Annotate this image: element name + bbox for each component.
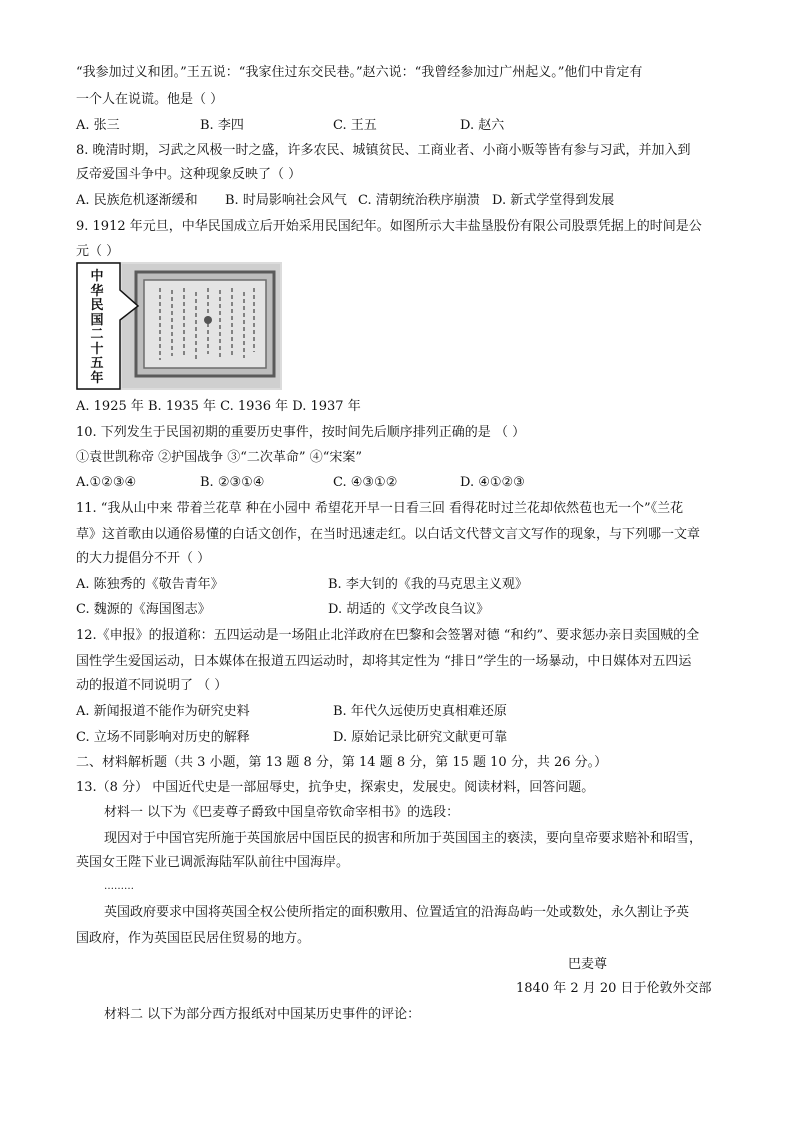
q12-option-d: D. 原始记录比研究文献更可靠 — [333, 730, 508, 745]
q12-option-a: A. 新闻报道不能作为研究史料 — [76, 704, 250, 719]
q8-line-1: 8. 晚清时期，习武之风极一时之盛，许多农民、城镇贫民、工商业者、小商小贩等皆有参与习武，并加入到 — [76, 143, 691, 158]
q8-option-d: D. 新式学堂得到发展 — [492, 193, 615, 208]
q12-option-c: C. 立场不同影响对历史的解释 — [76, 730, 250, 745]
q7-option-a: A. 张三 — [76, 118, 120, 133]
material-1-ellipsis: ……… — [104, 881, 134, 892]
q10-option-c: C. ④③①② — [333, 475, 398, 490]
q9-line-1: 9. 1912 年元旦，中华民国成立后开始采用民国纪年。如图所示大丰盐垦股份有限公司股票凭据上的时间是公 — [76, 219, 702, 234]
q9-options: A. 1925 年 B. 1935 年 C. 1936 年 D. 1937 年 — [76, 399, 361, 414]
figure-callout-label — [80, 270, 114, 386]
q11-line-2: 草》这首歌由以通俗易懂的白话文创作，在当时迅速走红。以白话文代替文言文写作的现象，与下列哪一文章 — [76, 527, 701, 542]
q9-line-2: 元（ ） — [76, 244, 120, 259]
q11-line-1: 11. “我从山中来 带着兰花草 种在小园中 希望花开早一日看三回 看得花时过兰花却依然苞也无一个”《兰花 — [76, 501, 684, 516]
callout-char: 中 — [90, 269, 104, 284]
q12-option-b: B. 年代久远使历史真相难还原 — [333, 704, 507, 719]
q7-line-1: “我参加过义和团。”王五说：“我家住过东交民巷。”赵六说：“我曾经参加过广州起义。”他们中肯定有 — [76, 65, 643, 80]
q11-option-d: D. 胡适的《文学改良刍议》 — [328, 602, 490, 617]
q11-option-b: B. 李大钊的《我的马克思主义观》 — [328, 577, 528, 592]
callout-char: 年 — [90, 370, 104, 386]
callout-char: 华 — [90, 283, 104, 299]
q11-option-c: C. 魏源的《海国图志》 — [76, 602, 211, 617]
material-1-signature: 巴麦尊 — [568, 957, 608, 972]
q12-line-1: 12.《申报》的报道称：五四运动是一场阻止北洋政府在巴黎和会签署对德 “和约”、要求惩办亲日卖国贼的全 — [76, 628, 700, 643]
q12-line-2: 国性学生爱国运动，日本媒体在报道五四运动时，却将其定性为 “排日”学生的一场暴动，中日媒体对五四运 — [76, 654, 692, 669]
q8-line-2: 反帝爱国斗争中。这种现象反映了（ ） — [76, 167, 302, 182]
callout-char: 民 — [90, 298, 104, 313]
q11-option-a: A. 陈独秀的《敬告青年》 — [76, 577, 224, 592]
q7-option-d: D. 赵六 — [460, 118, 505, 133]
q8-option-c: C. 清朝统治秩序崩溃 — [358, 193, 480, 208]
q10-line-1: 10. 下列发生于民国初期的重要历史事件，按时间先后顺序排列正确的是 （ ） — [76, 425, 526, 440]
section-heading: 二、材料解析题（共 3 小题，第 13 题 8 分，第 14 题 8 分，第 15 题 10 分，共 26 分。） — [76, 755, 608, 770]
material-1-p2-line-2: 国政府，作为英国臣民居住贸易的地方。 — [76, 931, 311, 946]
material-1-intro: 材料一 以下为《巴麦尊子爵致中国皇帝钦命宰相书》的选段： — [104, 805, 460, 820]
q10-option-a: A.①②③④ — [76, 475, 137, 490]
material-2-intro: 材料二 以下为部分西方报纸对中国某历史事件的评论： — [104, 1007, 421, 1022]
q13-line-1: 13.（8 分） 中国近代史是一部屈辱史，抗争史，探索史，发展史。阅读材料，回答问题。 — [76, 780, 595, 795]
callout-char: 国 — [90, 312, 104, 328]
callout-char: 五 — [90, 356, 104, 371]
q7-option-c: C. 王五 — [333, 118, 377, 133]
callout-char: 二 — [90, 327, 104, 342]
q7-option-b: B. 李四 — [200, 118, 244, 133]
q8-option-b: B. 时局影响社会风气 — [225, 193, 347, 208]
q10-option-b: B. ②③①④ — [200, 475, 265, 490]
callout-char: 十 — [90, 341, 104, 357]
material-1-p1-line-2: 英国女王陛下业已调派海陆军队前往中国海岸。 — [76, 855, 350, 870]
q10-line-2: ①袁世凯称帝 ②护国战争 ③“二次革命” ④“宋案” — [76, 450, 362, 465]
q11-line-3: 的大力提倡分不开（ ） — [76, 551, 211, 566]
material-1-p1-line-1: 现因对于中国官宪所施于英国旅居中国臣民的损害和所加于英国国主的亵渎，要向皇帝要求赔补和昭雪， — [104, 831, 703, 846]
material-1-date: 1840 年 2 月 20 日于伦敦外交部 — [516, 981, 712, 996]
material-1-p2-line-1: 英国政府要求中国将英国全权公使所指定的面积敷用、位置适宜的沿海岛屿一处或数处，永久割让予英 — [104, 905, 690, 920]
q7-line-2: 一个人在说谎。他是（ ） — [76, 92, 224, 107]
q8-option-a: A. 民族危机逐渐缓和 — [76, 193, 198, 208]
q10-option-d: D. ④①②③ — [460, 475, 525, 490]
q12-line-3: 动的报道不同说明了 （ ） — [76, 678, 228, 693]
